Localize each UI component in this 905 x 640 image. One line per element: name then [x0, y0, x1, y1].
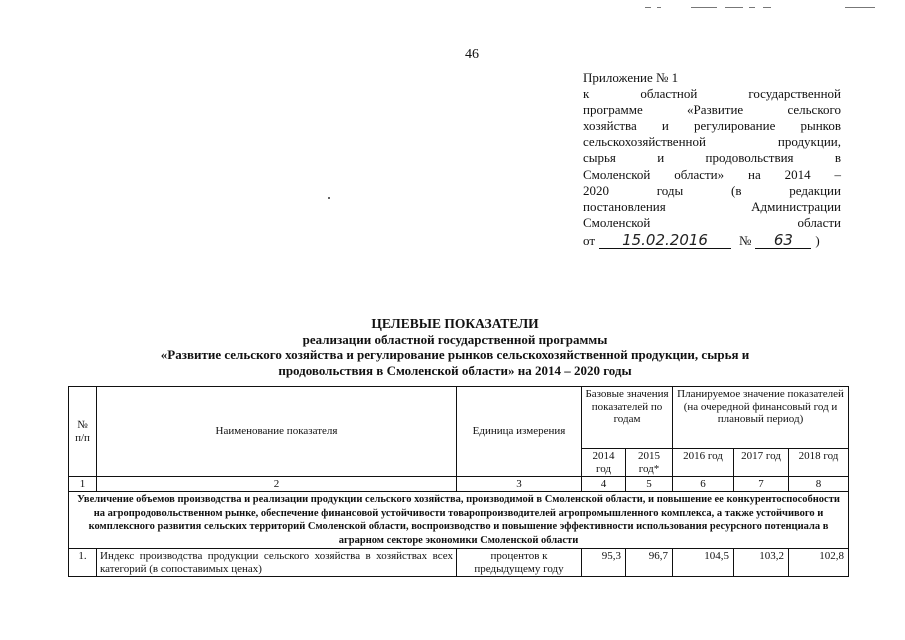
- header-year-2015: 2015 год*: [626, 449, 673, 477]
- appendix-line: [583, 199, 841, 215]
- appendix-word: Приложение № 1: [583, 70, 679, 85]
- appendix-word: годы: [656, 182, 684, 198]
- appendix-word: рынков: [800, 118, 841, 134]
- column-number: 5: [626, 477, 673, 492]
- appendix-word: области»: [674, 166, 725, 182]
- appendix-word: продукции,: [777, 134, 841, 150]
- appendix-line: [583, 150, 841, 166]
- appendix-word: и: [661, 118, 669, 134]
- appendix-word: сельскохозяйственной: [583, 134, 706, 150]
- row-unit: процентов к предыдущему году: [457, 549, 582, 577]
- handwritten-date: 15.02.2016: [599, 233, 731, 249]
- appendix-word: редакции: [789, 182, 841, 198]
- header-year-2018: 2018 год: [789, 449, 849, 477]
- header-number: № п/п: [69, 387, 97, 477]
- appendix-word: Смоленской: [583, 214, 651, 230]
- row-value-2014: 95,3: [582, 549, 626, 577]
- appendix-word: продовольствия: [705, 150, 794, 166]
- appendix-word: в: [834, 150, 841, 166]
- column-number: 1: [69, 477, 97, 492]
- header-year-2017: 2017 год: [734, 449, 789, 477]
- handwritten-number: 63: [755, 233, 811, 249]
- document-title-block: [60, 316, 850, 378]
- appendix-word: регулирование: [693, 118, 776, 134]
- appendix-line: [583, 167, 841, 183]
- appendix-line: [583, 70, 841, 86]
- appendix-word: –: [834, 166, 841, 182]
- header-indicator-name: Наименование показателя: [97, 387, 457, 477]
- appendix-word: на: [748, 166, 761, 182]
- appendix-word: «Развитие: [687, 102, 744, 118]
- column-number: 8: [789, 477, 849, 492]
- header-unit: Единица измерения: [457, 387, 582, 477]
- appendix-line: [583, 183, 841, 199]
- appendix-word: сырья: [583, 150, 616, 166]
- appendix-word: области: [797, 214, 841, 230]
- document-title: ЦЕЛЕВЫЕ ПОКАЗАТЕЛИ: [371, 316, 539, 331]
- appendix-line: [583, 215, 841, 231]
- header-year-2014: 2014 год: [582, 449, 626, 477]
- appendix-word: Администрации: [751, 198, 841, 214]
- table-row: [69, 549, 849, 577]
- row-value-2015: 96,7: [626, 549, 673, 577]
- appendix-signature-row: [583, 233, 841, 249]
- column-number: 2: [97, 477, 457, 492]
- appendix-word: к: [583, 86, 590, 102]
- appendix-word: программе: [583, 102, 643, 118]
- document-subtitle-line-3: «Развитие сельского хозяйства и регулирование рынков сельскохозяйственной продукции, сырья и: [160, 347, 750, 362]
- section-heading: Увеличение объемов производства и реализации продукции сельского хозяйства, производимой в Смоленской области, и повышение ее конкурентоспособности на агропродовольственном рынке, обеспечение финансовой устойчивости товаропроизводителей агропромышленного комплекса, а также устойчивого и комплексного развития сельских территорий Смоленской области, воспроизводство и повышение эффективности использования ресурсного потенциала в аграрном секторе экономики Смоленской области: [69, 492, 849, 549]
- appendix-line: [583, 118, 841, 134]
- header-base-values: Базовые значения показателей по годам: [582, 387, 673, 449]
- from-label: от: [583, 232, 596, 248]
- appendix-word: государственной: [748, 86, 841, 102]
- document-subtitle-line-2: реализации областной государственной программы: [302, 331, 608, 347]
- appendix-word: Смоленской: [583, 166, 651, 182]
- row-value-2018: 102,8: [789, 549, 849, 577]
- appendix-word: областной: [640, 86, 698, 102]
- appendix-word: 2014: [784, 166, 811, 182]
- appendix-word: 2020: [583, 182, 609, 198]
- number-label: №: [739, 232, 752, 248]
- column-number-row: [69, 477, 849, 492]
- column-number: 6: [673, 477, 734, 492]
- column-number: 7: [734, 477, 789, 492]
- row-number: 1.: [69, 549, 97, 577]
- row-value-2017: 103,2: [734, 549, 789, 577]
- close-paren: ): [815, 232, 820, 248]
- header-year-2016: 2016 год: [673, 449, 734, 477]
- row-value-2016: 104,5: [673, 549, 734, 577]
- target-indicators-table: [68, 386, 849, 577]
- appendix-word: хозяйства: [583, 118, 637, 134]
- scan-dot: [328, 197, 330, 199]
- scan-artifact-marks: [645, 7, 875, 9]
- appendix-word: и: [657, 150, 665, 166]
- appendix-word: сельского: [787, 102, 841, 118]
- column-number: 4: [582, 477, 626, 492]
- document-subtitle-line-4: продовольствия в Смоленской области» на 2014 – 2020 годы: [278, 362, 632, 378]
- appendix-line: [583, 102, 841, 118]
- column-number: 3: [457, 477, 582, 492]
- row-indicator-name: Индекс производства продукции сельского хозяйства в хозяйствах всех категорий (в сопоставимых ценах): [97, 549, 457, 577]
- appendix-word: (в: [731, 182, 742, 198]
- appendix-word: постановления: [583, 198, 666, 214]
- section-row: [69, 492, 849, 549]
- page-number: 46: [465, 47, 479, 62]
- appendix-line: [583, 134, 841, 150]
- appendix-line: [583, 86, 841, 102]
- appendix-block: [583, 70, 841, 249]
- header-planned-values: Планируемое значение показателей (на очередной финансовый год и плановый период): [673, 387, 849, 449]
